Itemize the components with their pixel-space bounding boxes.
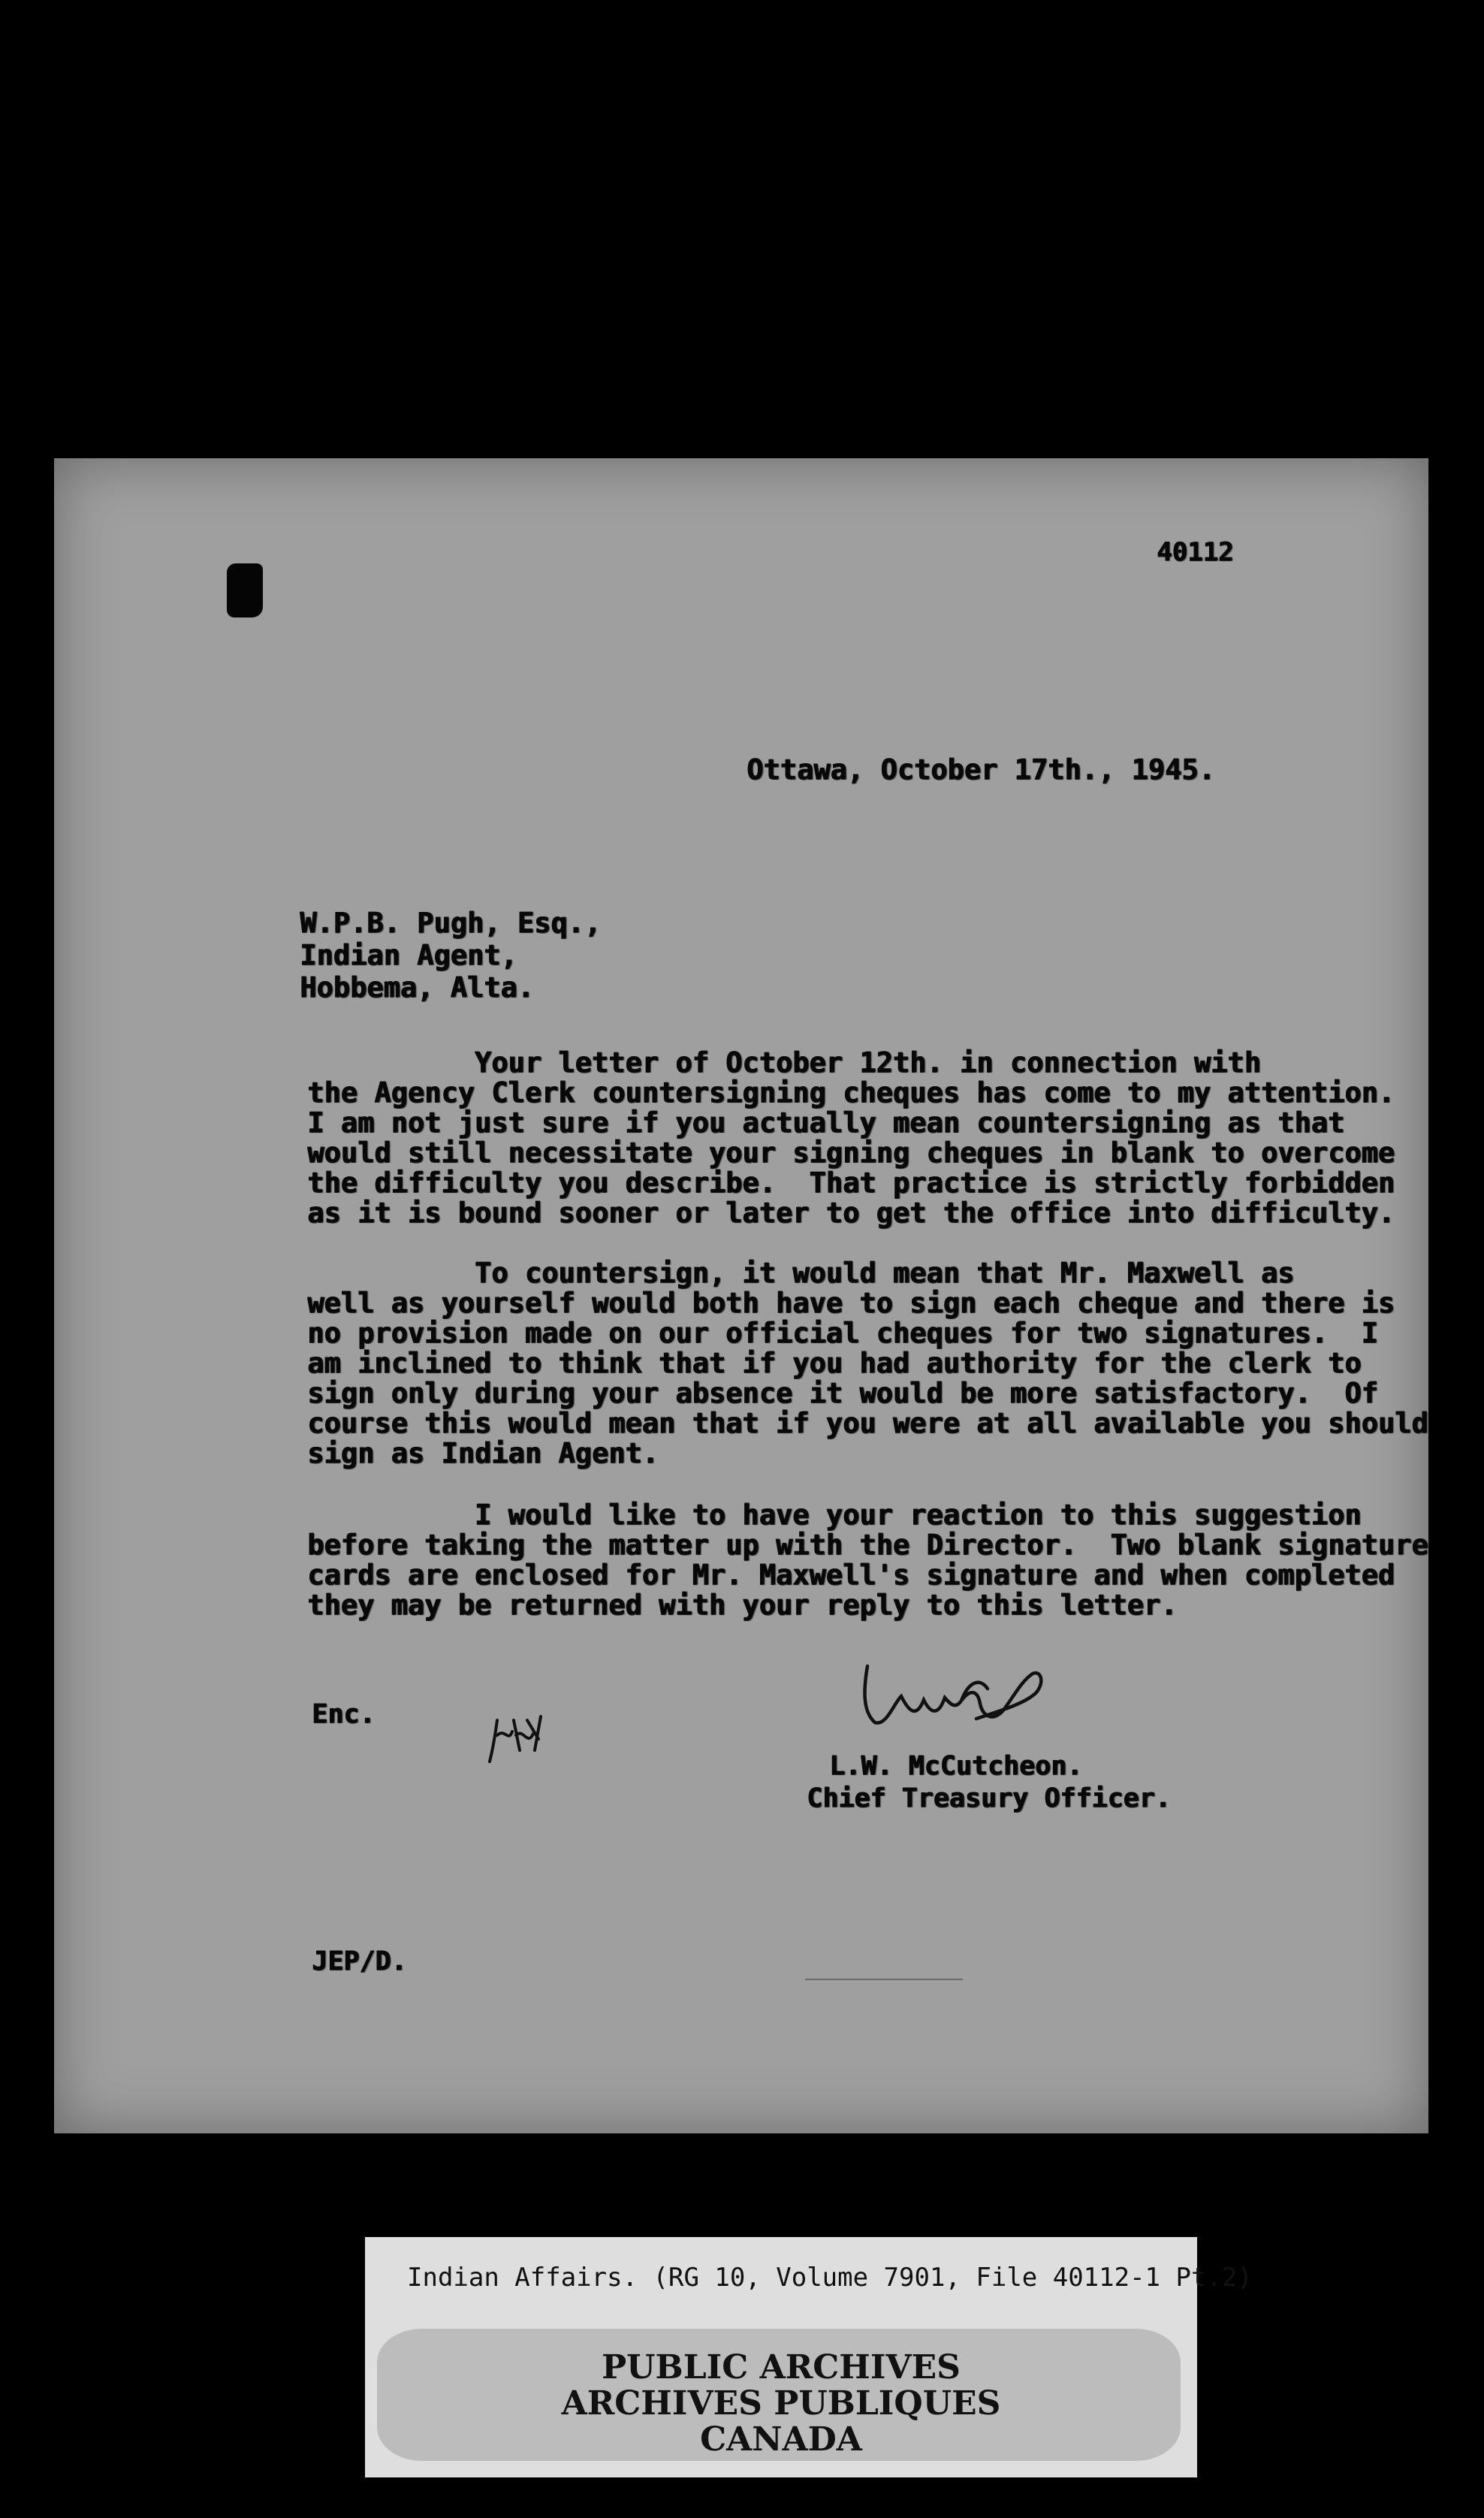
file-number: 40112	[1157, 537, 1234, 567]
letter-date: Ottawa, October 17th., 1945.	[747, 753, 1215, 786]
address-line: W.P.B. Pugh, Esq.,	[300, 907, 601, 939]
archive-stamp-line: CANADA	[700, 2420, 862, 2459]
body-line: before taking the matter up with the Director. Two blank signature	[307, 1529, 1428, 1561]
body-line: sign as Indian Agent.	[307, 1437, 659, 1469]
body-line: course this would mean that if you were at all available you should	[307, 1407, 1428, 1439]
address-line: Indian Agent,	[300, 939, 517, 971]
body-line: they may be returned with your reply to this letter.	[307, 1589, 1178, 1621]
archive-label	[365, 2237, 1253, 2477]
body-line: Your letter of October 12th. in connection with	[307, 1046, 1261, 1079]
body-line: would still necessitate your signing cheques in blank to overcome	[307, 1137, 1395, 1169]
punch-hole	[227, 563, 263, 617]
body-line: no provision made on our official cheques for two signatures. I	[307, 1317, 1378, 1349]
body-line: as it is bound sooner or later to get the office into difficulty.	[307, 1197, 1395, 1229]
address-line: Hobbema, Alta.	[300, 971, 534, 1004]
body-line: cards are enclosed for Mr. Maxwell's signature and when completed	[307, 1559, 1395, 1591]
signatory-title: Chief Treasury Officer.	[807, 1783, 1171, 1813]
letter-page	[54, 458, 1428, 2133]
enclosure-note: Enc.	[312, 1699, 376, 1729]
body-line: To countersign, it would mean that Mr. Maxwell as	[307, 1257, 1295, 1289]
body-line: the Agency Clerk countersigning cheques has come to my attention.	[307, 1076, 1395, 1109]
body-line: I would like to have your reaction to this suggestion	[307, 1499, 1362, 1531]
reference-initials: JEP/D.	[312, 1946, 407, 1976]
handwritten-initials	[475, 1705, 565, 1773]
body-line: I am not just sure if you actually mean countersigning as that	[307, 1107, 1345, 1139]
body-line: well as yourself would both have to sign each cheque and there is	[307, 1287, 1395, 1319]
archive-stamp-line: PUBLIC ARCHIVES	[602, 2348, 961, 2387]
handwritten-signature	[849, 1651, 1081, 1749]
signatory-name: L.W. McCutcheon.	[829, 1751, 1083, 1781]
divider-mark	[805, 1979, 963, 1980]
archive-caption: Indian Affairs. (RG 10, Volume 7901, File 40112-1 Pt.2)	[407, 2263, 1253, 2293]
body-line: the difficulty you describe. That practice is strictly forbidden	[307, 1167, 1395, 1199]
body-line: sign only during your absence it would be more satisfactory. Of	[307, 1377, 1378, 1409]
body-line: am inclined to think that if you had authority for the clerk to	[307, 1347, 1362, 1379]
archive-stamp-line: ARCHIVES PUBLIQUES	[561, 2384, 1001, 2423]
